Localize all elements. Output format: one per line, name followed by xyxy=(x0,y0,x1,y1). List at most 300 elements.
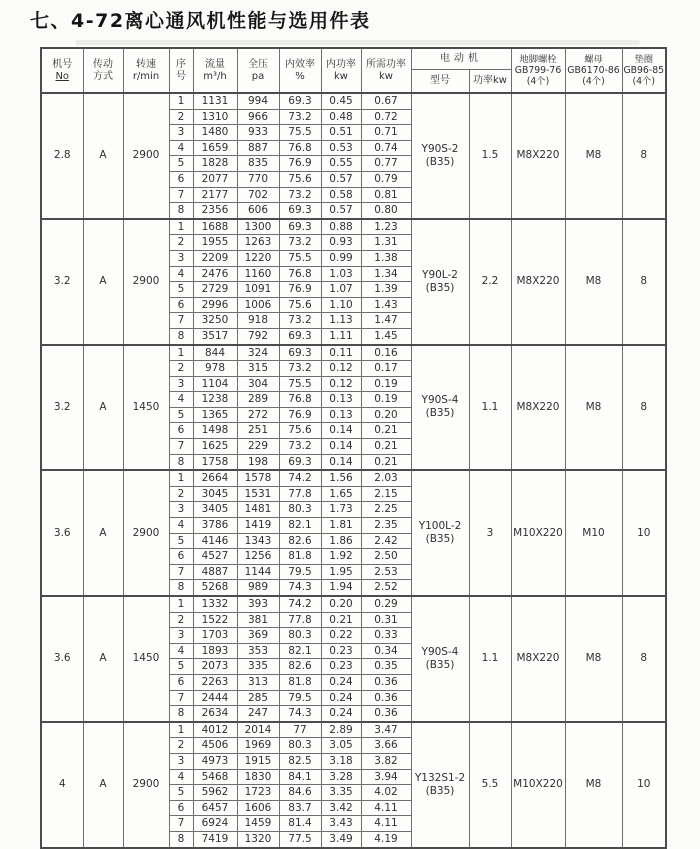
cell-seq: 4 xyxy=(169,266,193,282)
cell-pressure: 994 xyxy=(237,93,279,109)
cell-efficiency: 75.5 xyxy=(279,125,321,141)
cell-required-power: 0.36 xyxy=(361,706,411,722)
col-header-efficiency xyxy=(279,48,321,93)
col-header-speed xyxy=(123,48,169,93)
cell-seq: 1 xyxy=(169,345,193,361)
cell-efficiency: 82.6 xyxy=(279,533,321,549)
cell-required-power: 0.21 xyxy=(361,454,411,470)
cell-seq: 2 xyxy=(169,109,193,125)
cell-pressure: 1160 xyxy=(237,266,279,282)
cell-flow: 1758 xyxy=(193,454,237,470)
cell-anchor-bolt: M10X220 xyxy=(511,722,565,848)
col-header-motor-power: 功率kw xyxy=(469,70,511,94)
motor-frame-text: (B35) xyxy=(425,155,455,168)
cell-flow: 1498 xyxy=(193,423,237,439)
cell-required-power: 2.35 xyxy=(361,518,411,534)
table-row xyxy=(41,596,666,612)
cell-pressure: 335 xyxy=(237,659,279,675)
cell-pressure: 1343 xyxy=(237,533,279,549)
cell-efficiency: 74.2 xyxy=(279,470,321,486)
washer-label: 垫圈 xyxy=(634,54,654,65)
cell-pressure: 1481 xyxy=(237,502,279,518)
cell-machine-no: 3.2 xyxy=(41,345,83,471)
cell-efficiency: 73.2 xyxy=(279,361,321,377)
cell-pressure: 702 xyxy=(237,187,279,203)
cell-pressure: 966 xyxy=(237,109,279,125)
cell-seq: 6 xyxy=(169,674,193,690)
cell-efficiency: 77.8 xyxy=(279,612,321,628)
cell-efficiency: 73.2 xyxy=(279,313,321,329)
table-body xyxy=(41,93,666,848)
cell-internal-power: 3.49 xyxy=(321,831,361,847)
speed-label: 转速 xyxy=(136,58,156,70)
cell-seq: 2 xyxy=(169,486,193,502)
cell-machine-no: 3.6 xyxy=(41,596,83,722)
motor-frame-text: (B35) xyxy=(425,281,455,294)
cell-seq: 1 xyxy=(169,596,193,612)
motor-frame-text: (B35) xyxy=(425,784,455,797)
col-header-motor: 电动机 xyxy=(411,48,511,70)
cell-drive: A xyxy=(83,93,123,219)
cell-nut: M8 xyxy=(565,722,622,848)
cell-pressure: 1320 xyxy=(237,831,279,847)
cell-pressure: 1220 xyxy=(237,250,279,266)
cell-internal-power: 3.42 xyxy=(321,800,361,816)
cell-seq: 8 xyxy=(169,328,193,344)
cell-seq: 5 xyxy=(169,282,193,298)
cell-nut: M8 xyxy=(565,93,622,219)
cell-anchor-bolt: M8X220 xyxy=(511,219,565,345)
cell-pressure: 353 xyxy=(237,643,279,659)
cell-internal-power: 0.21 xyxy=(321,612,361,628)
cell-seq: 2 xyxy=(169,738,193,754)
cell-required-power: 0.67 xyxy=(361,93,411,109)
cell-flow: 1238 xyxy=(193,392,237,408)
cell-efficiency: 82.1 xyxy=(279,518,321,534)
cell-required-power: 0.35 xyxy=(361,659,411,675)
cell-internal-power: 0.12 xyxy=(321,361,361,377)
washer-standard: GB96-85 xyxy=(623,65,665,76)
cell-pressure: 289 xyxy=(237,392,279,408)
cell-efficiency: 80.3 xyxy=(279,738,321,754)
cell-required-power: 2.25 xyxy=(361,502,411,518)
cell-motor-power: 3 xyxy=(469,470,511,596)
cell-anchor-bolt: M8X220 xyxy=(511,93,565,219)
cell-motor-model xyxy=(411,219,469,345)
cell-efficiency: 77.8 xyxy=(279,486,321,502)
cell-internal-power: 3.18 xyxy=(321,753,361,769)
cell-required-power: 3.82 xyxy=(361,753,411,769)
cell-required-power: 0.79 xyxy=(361,171,411,187)
cell-seq: 6 xyxy=(169,297,193,313)
cell-pressure: 1606 xyxy=(237,800,279,816)
cell-efficiency: 74.3 xyxy=(279,706,321,722)
cell-anchor-bolt: M8X220 xyxy=(511,345,565,471)
cell-pressure: 770 xyxy=(237,171,279,187)
cell-internal-power: 0.24 xyxy=(321,674,361,690)
cell-pressure: 369 xyxy=(237,628,279,644)
cell-speed: 2900 xyxy=(123,722,169,848)
cell-pressure: 2014 xyxy=(237,722,279,738)
cell-seq: 5 xyxy=(169,407,193,423)
cell-efficiency: 84.1 xyxy=(279,769,321,785)
cell-seq: 5 xyxy=(169,659,193,675)
nut-standard: GB6170-86 xyxy=(567,65,620,76)
cell-required-power: 0.36 xyxy=(361,674,411,690)
cell-required-power: 0.74 xyxy=(361,140,411,156)
cell-required-power: 0.36 xyxy=(361,690,411,706)
cell-pressure: 304 xyxy=(237,376,279,392)
anchor-bolt-label: 地脚螺栓 xyxy=(519,54,557,65)
nut-label: 螺母 xyxy=(584,54,603,65)
cell-flow: 1332 xyxy=(193,596,237,612)
cell-speed: 2900 xyxy=(123,219,169,345)
cell-motor-power: 2.2 xyxy=(469,219,511,345)
cell-required-power: 0.19 xyxy=(361,376,411,392)
cell-efficiency: 74.2 xyxy=(279,596,321,612)
cell-flow: 6924 xyxy=(193,816,237,832)
cell-internal-power: 0.93 xyxy=(321,235,361,251)
col-header-drive xyxy=(83,48,123,93)
cell-machine-no: 2.8 xyxy=(41,93,83,219)
cell-washer: 8 xyxy=(622,93,666,219)
cell-seq: 7 xyxy=(169,439,193,455)
motor-model-text: Y100L-2 xyxy=(418,520,462,533)
cell-flow: 1625 xyxy=(193,439,237,455)
cell-efficiency: 73.2 xyxy=(279,187,321,203)
cell-required-power: 3.47 xyxy=(361,722,411,738)
cell-pressure: 272 xyxy=(237,407,279,423)
cell-seq: 1 xyxy=(169,722,193,738)
cell-flow: 1828 xyxy=(193,156,237,172)
cell-flow: 5268 xyxy=(193,580,237,596)
cell-required-power: 1.34 xyxy=(361,266,411,282)
cell-efficiency: 81.8 xyxy=(279,549,321,565)
cell-seq: 2 xyxy=(169,361,193,377)
cell-efficiency: 76.9 xyxy=(279,407,321,423)
cell-pressure: 324 xyxy=(237,345,279,361)
cell-required-power: 1.47 xyxy=(361,313,411,329)
cell-internal-power: 1.65 xyxy=(321,486,361,502)
speed-unit: r/min xyxy=(132,70,160,82)
col-header-nut xyxy=(565,48,622,93)
cell-seq: 7 xyxy=(169,313,193,329)
cell-pressure: 313 xyxy=(237,674,279,690)
cell-required-power: 2.50 xyxy=(361,549,411,565)
cell-internal-power: 1.81 xyxy=(321,518,361,534)
cell-internal-power: 0.99 xyxy=(321,250,361,266)
cell-pressure: 1263 xyxy=(237,235,279,251)
col-header-pressure xyxy=(237,48,279,93)
cell-pressure: 1144 xyxy=(237,564,279,580)
cell-required-power: 3.66 xyxy=(361,738,411,754)
cell-seq: 8 xyxy=(169,454,193,470)
cell-efficiency: 75.5 xyxy=(279,250,321,266)
cell-required-power: 4.11 xyxy=(361,816,411,832)
cell-internal-power: 0.55 xyxy=(321,156,361,172)
anchor-bolt-standard: GB799-76 xyxy=(514,65,562,76)
cell-pressure: 1091 xyxy=(237,282,279,298)
cell-pressure: 606 xyxy=(237,203,279,219)
motor-model-text: Y90S-4 xyxy=(421,645,459,658)
cell-efficiency: 79.5 xyxy=(279,690,321,706)
cell-efficiency: 81.8 xyxy=(279,674,321,690)
nut-qty: (4个) xyxy=(582,76,605,87)
cell-flow: 1893 xyxy=(193,643,237,659)
cell-flow: 1659 xyxy=(193,140,237,156)
cell-internal-power: 0.88 xyxy=(321,219,361,235)
efficiency-label: 内效率 xyxy=(285,58,315,70)
col-header-flow xyxy=(193,48,237,93)
cell-flow: 2634 xyxy=(193,706,237,722)
cell-required-power: 0.20 xyxy=(361,407,411,423)
cell-pressure: 1830 xyxy=(237,769,279,785)
cell-internal-power: 0.23 xyxy=(321,643,361,659)
cell-internal-power: 3.35 xyxy=(321,785,361,801)
cell-seq: 5 xyxy=(169,156,193,172)
cell-flow: 3045 xyxy=(193,486,237,502)
cell-flow: 2996 xyxy=(193,297,237,313)
cell-flow: 4973 xyxy=(193,753,237,769)
scan-artifact xyxy=(75,40,640,45)
cell-flow: 6457 xyxy=(193,800,237,816)
cell-flow: 2177 xyxy=(193,187,237,203)
cell-internal-power: 1.56 xyxy=(321,470,361,486)
cell-flow: 1104 xyxy=(193,376,237,392)
cell-seq: 8 xyxy=(169,706,193,722)
cell-speed: 2900 xyxy=(123,93,169,219)
machine-no-label: 机号 xyxy=(52,58,73,70)
cell-efficiency: 73.2 xyxy=(279,235,321,251)
cell-efficiency: 73.2 xyxy=(279,439,321,455)
cell-internal-power: 0.53 xyxy=(321,140,361,156)
cell-efficiency: 75.6 xyxy=(279,171,321,187)
cell-flow: 4012 xyxy=(193,722,237,738)
cell-required-power: 1.23 xyxy=(361,219,411,235)
cell-nut: M10 xyxy=(565,470,622,596)
cell-required-power: 1.38 xyxy=(361,250,411,266)
cell-washer: 8 xyxy=(622,596,666,722)
cell-washer: 10 xyxy=(622,470,666,596)
cell-efficiency: 69.3 xyxy=(279,203,321,219)
cell-required-power: 0.81 xyxy=(361,187,411,203)
drive-label-1: 传动 xyxy=(93,58,113,70)
cell-seq: 6 xyxy=(169,171,193,187)
cell-flow: 5468 xyxy=(193,769,237,785)
cell-pressure: 247 xyxy=(237,706,279,722)
cell-drive: A xyxy=(83,345,123,471)
cell-required-power: 1.39 xyxy=(361,282,411,298)
cell-internal-power: 2.89 xyxy=(321,722,361,738)
cell-required-power: 0.34 xyxy=(361,643,411,659)
cell-efficiency: 73.2 xyxy=(279,109,321,125)
cell-internal-power: 0.57 xyxy=(321,203,361,219)
cell-flow: 2356 xyxy=(193,203,237,219)
cell-efficiency: 80.3 xyxy=(279,628,321,644)
cell-pressure: 1459 xyxy=(237,816,279,832)
cell-pressure: 1006 xyxy=(237,297,279,313)
cell-seq: 3 xyxy=(169,376,193,392)
cell-flow: 1955 xyxy=(193,235,237,251)
internal-power-label: 内功率 xyxy=(326,58,356,70)
cell-efficiency: 75.6 xyxy=(279,297,321,313)
cell-pressure: 198 xyxy=(237,454,279,470)
cell-required-power: 4.11 xyxy=(361,800,411,816)
cell-internal-power: 1.11 xyxy=(321,328,361,344)
cell-pressure: 989 xyxy=(237,580,279,596)
cell-pressure: 792 xyxy=(237,328,279,344)
cell-efficiency: 84.6 xyxy=(279,785,321,801)
cell-seq: 6 xyxy=(169,423,193,439)
cell-internal-power: 0.11 xyxy=(321,345,361,361)
cell-flow: 844 xyxy=(193,345,237,361)
cell-flow: 1480 xyxy=(193,125,237,141)
cell-pressure: 835 xyxy=(237,156,279,172)
cell-machine-no: 3.6 xyxy=(41,470,83,596)
cell-flow: 5962 xyxy=(193,785,237,801)
cell-flow: 978 xyxy=(193,361,237,377)
cell-efficiency: 76.8 xyxy=(279,140,321,156)
cell-seq: 3 xyxy=(169,753,193,769)
cell-seq: 8 xyxy=(169,580,193,596)
cell-internal-power: 0.14 xyxy=(321,439,361,455)
cell-required-power: 1.45 xyxy=(361,328,411,344)
cell-flow: 1703 xyxy=(193,628,237,644)
cell-drive: A xyxy=(83,596,123,722)
cell-internal-power: 0.13 xyxy=(321,392,361,408)
cell-internal-power: 0.12 xyxy=(321,376,361,392)
cell-pressure: 1256 xyxy=(237,549,279,565)
page-title: 七、4-72离心通风机性能与选用件表 xyxy=(30,10,371,32)
motor-model-text: Y90S-4 xyxy=(421,394,459,407)
motor-frame-text: (B35) xyxy=(425,407,455,420)
cell-motor-power: 5.5 xyxy=(469,722,511,848)
cell-efficiency: 79.5 xyxy=(279,564,321,580)
cell-seq: 3 xyxy=(169,250,193,266)
cell-drive: A xyxy=(83,219,123,345)
drive-label-2: 方式 xyxy=(93,70,113,82)
cell-required-power: 2.15 xyxy=(361,486,411,502)
cell-pressure: 933 xyxy=(237,125,279,141)
cell-efficiency: 82.1 xyxy=(279,643,321,659)
cell-internal-power: 0.45 xyxy=(321,93,361,109)
cell-pressure: 393 xyxy=(237,596,279,612)
motor-model-text: Y90L-2 xyxy=(422,268,458,281)
cell-seq: 3 xyxy=(169,502,193,518)
cell-machine-no: 3.2 xyxy=(41,219,83,345)
cell-motor-power: 1.1 xyxy=(469,345,511,471)
cell-flow: 3250 xyxy=(193,313,237,329)
cell-seq: 4 xyxy=(169,518,193,534)
cell-seq: 4 xyxy=(169,769,193,785)
cell-seq: 8 xyxy=(169,831,193,847)
cell-flow: 7419 xyxy=(193,831,237,847)
cell-seq: 1 xyxy=(169,470,193,486)
motor-model-text: Y90S-2 xyxy=(421,142,459,155)
cell-required-power: 0.77 xyxy=(361,156,411,172)
cell-internal-power: 0.14 xyxy=(321,454,361,470)
cell-pressure: 285 xyxy=(237,690,279,706)
cell-required-power: 0.19 xyxy=(361,392,411,408)
cell-internal-power: 0.57 xyxy=(321,171,361,187)
cell-flow: 4146 xyxy=(193,533,237,549)
cell-required-power: 3.94 xyxy=(361,769,411,785)
cell-flow: 1688 xyxy=(193,219,237,235)
cell-internal-power: 0.58 xyxy=(321,187,361,203)
cell-internal-power: 0.22 xyxy=(321,628,361,644)
cell-internal-power: 0.13 xyxy=(321,407,361,423)
cell-motor-model xyxy=(411,722,469,848)
cell-pressure: 1300 xyxy=(237,219,279,235)
table-row xyxy=(41,93,666,109)
pressure-unit: pa xyxy=(251,70,265,82)
cell-efficiency: 82.5 xyxy=(279,753,321,769)
flow-unit: m³/h xyxy=(203,70,227,82)
cell-flow: 2263 xyxy=(193,674,237,690)
cell-required-power: 0.71 xyxy=(361,125,411,141)
cell-seq: 4 xyxy=(169,392,193,408)
cell-efficiency: 76.9 xyxy=(279,282,321,298)
cell-internal-power: 1.86 xyxy=(321,533,361,549)
cell-nut: M8 xyxy=(565,596,622,722)
cell-efficiency: 74.3 xyxy=(279,580,321,596)
cell-flow: 1522 xyxy=(193,612,237,628)
cell-efficiency: 69.3 xyxy=(279,328,321,344)
cell-anchor-bolt: M10X220 xyxy=(511,470,565,596)
table-header xyxy=(41,48,666,93)
cell-internal-power: 3.43 xyxy=(321,816,361,832)
cell-efficiency: 69.3 xyxy=(279,219,321,235)
cell-pressure: 1578 xyxy=(237,470,279,486)
washer-qty: (4个) xyxy=(632,76,655,87)
cell-required-power: 2.42 xyxy=(361,533,411,549)
cell-internal-power: 1.07 xyxy=(321,282,361,298)
cell-internal-power: 1.95 xyxy=(321,564,361,580)
cell-seq: 7 xyxy=(169,187,193,203)
cell-seq: 1 xyxy=(169,219,193,235)
col-header-anchor-bolt xyxy=(511,48,565,93)
cell-efficiency: 76.8 xyxy=(279,392,321,408)
cell-required-power: 4.19 xyxy=(361,831,411,847)
cell-efficiency: 69.3 xyxy=(279,345,321,361)
cell-flow: 2209 xyxy=(193,250,237,266)
fan-performance-table xyxy=(40,47,667,849)
cell-seq: 2 xyxy=(169,235,193,251)
anchor-bolt-qty: (4个) xyxy=(526,76,550,87)
table-row xyxy=(41,470,666,486)
cell-drive: A xyxy=(83,470,123,596)
cell-efficiency: 75.5 xyxy=(279,376,321,392)
cell-washer: 10 xyxy=(622,722,666,848)
cell-required-power: 0.29 xyxy=(361,596,411,612)
cell-motor-model xyxy=(411,93,469,219)
col-header-required-power xyxy=(361,48,411,93)
cell-efficiency: 69.3 xyxy=(279,93,321,109)
col-header-internal-power xyxy=(321,48,361,93)
cell-flow: 2476 xyxy=(193,266,237,282)
cell-required-power: 1.31 xyxy=(361,235,411,251)
cell-flow: 4887 xyxy=(193,564,237,580)
cell-efficiency: 82.6 xyxy=(279,659,321,675)
cell-seq: 8 xyxy=(169,203,193,219)
machine-no-unit: No xyxy=(55,70,70,82)
cell-required-power: 2.03 xyxy=(361,470,411,486)
cell-flow: 3405 xyxy=(193,502,237,518)
cell-internal-power: 0.14 xyxy=(321,423,361,439)
seq-label-1: 序 xyxy=(176,58,186,70)
cell-motor-power: 1.5 xyxy=(469,93,511,219)
flow-label: 流量 xyxy=(205,58,225,70)
